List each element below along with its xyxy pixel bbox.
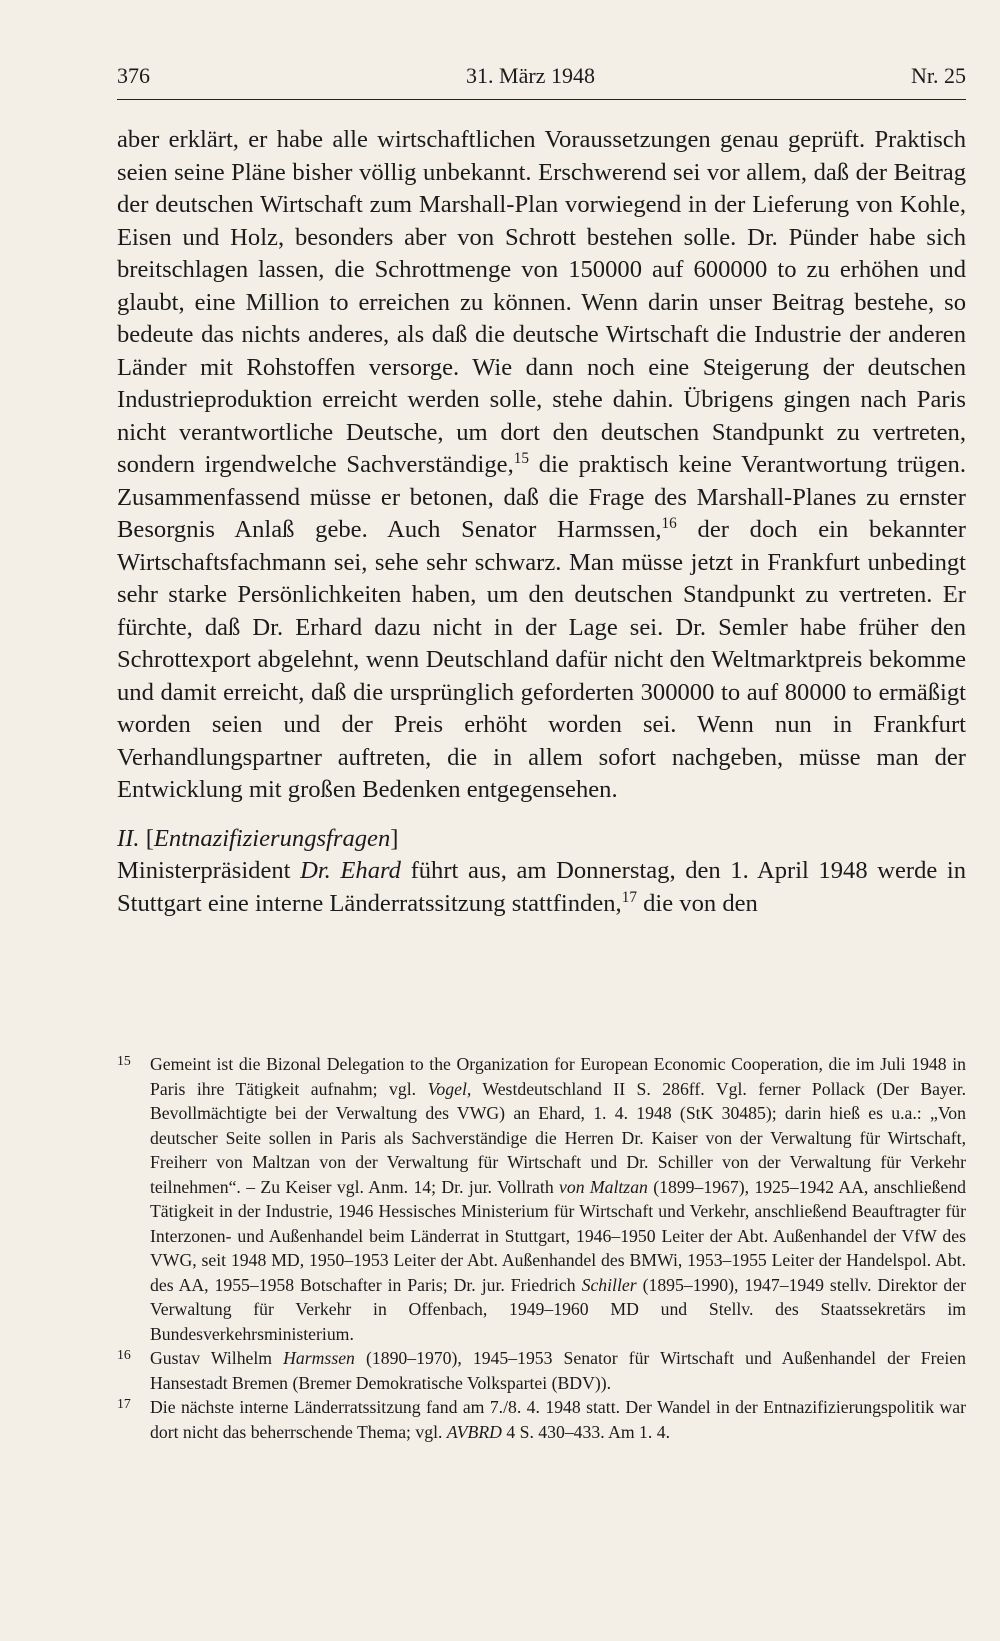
italic-run: AVBRD [446, 1421, 502, 1442]
footnote-ref: 16 [661, 514, 677, 532]
footnote-number: 16 [117, 1347, 131, 1362]
page-number: 376 [117, 63, 150, 88]
footnote-15 [117, 1052, 966, 1346]
footnote-17 [117, 1395, 966, 1444]
text-run: Ministerpräsident [117, 857, 301, 884]
header-issue: Nr. 25 [910, 63, 966, 88]
italic-run: Vogel, [427, 1078, 472, 1099]
text-run: (1899–1967), 1925–1942 AA, anschließend Tätigkeit in der Industrie, 1946 Hessisches Ministerium für Wirtschaft und Verkehr, anschließend Beauftragter für Interzonen- und Außenhandel beim Länderrat in Stuttgart, 1946–1950 Leiter der Abt. Außenhandel der VfW des VWG, seit 1948 MD, 1950–1953 Leiter der Abt. Außenhandel des BMWi, 1953–1955 Leiter der Handelspol. Abt. des AA, 1955–1958 Botschafter in Paris; Dr. jur. Friedrich [150, 1176, 967, 1295]
italic-run: von Maltzan [559, 1176, 648, 1197]
text-run: (1895–1990), 1947–1949 stellv. Direktor der Verwaltung für Verkehr in Offenbach, 1949–1960 MD und Stellv. des Staatssekretärs im Bundesverkehrsministerium. [150, 1274, 966, 1344]
text-run: Westdeutschland II S. 286ff. Vgl. ferner Pollack (Der Bayer. Bevollmächtigte bei der Verwaltung des VWG) an Ehard, 1. 4. 1948 (StK 30485); darin hieß es u.a.: „Von deutscher Seite sollen in Paris als Sachverständige die Herren Dr. Kaiser von der Verwaltung für Wirtschaft, Freiherr von Maltzan von der Verwaltung für Wirtschaft und Dr. Schiller von der Verwaltung für Verkehr teilnehmen“. – Zu Keiser vgl. Anm. 14; Dr. jur. Vollrath [150, 1078, 966, 1197]
footnote-number: 15 [117, 1053, 131, 1068]
text-run: 4 S. 430–433. Am 1. 4. [501, 1421, 670, 1442]
header-date: 31. März 1948 [466, 63, 595, 88]
header-rule [117, 99, 966, 100]
paragraph [117, 124, 966, 807]
footnote-ref: 15 [513, 449, 529, 467]
footnotes [117, 1052, 966, 1444]
text-run: die praktisch keine Verantwortung trügen. Zusammenfassend müsse er betonen, daß die Frage des Marshall-Planes zu ernster Besorgnis Anlaß gebe. Auch Senator Harmssen, [117, 451, 966, 543]
text-run: Die nächste interne Länderratssitzung fand am 7./8. 4. 1948 statt. Der Wandel in der Entnazifizierungspolitik war dort nicht das beherrschende Thema; vgl. [150, 1397, 966, 1442]
main-text [117, 124, 966, 920]
footnote-16 [117, 1346, 966, 1395]
text-run: der doch ein bekannter Wirtschaftsfachmann sei, sehe sehr schwarz. Man müsse jetzt in Frankfurt unbedingt sehr starke Persönlichkeiten haben, um den deutschen Standpunkt zu vertreten. Er fürchte, daß Dr. Erhard dazu nicht in der Lage sei. Dr. Semler habe früher den Schrottexport abgelehnt, wenn Deutschland dafür nicht den Weltmarktpreis bekomme und damit erreicht, daß die ursprünglich geforderten 300000 to auf 80000 to ermäßigt worden seien und der Preis erhöht worden sei. Wenn nun in Frankfurt Verhandlungspartner auftreten, die in allem sofort nachgeben, müsse man der Entwicklung mit großen Bedenken entgegensehen. [117, 516, 966, 803]
footnote-ref: 17 [621, 888, 637, 906]
person-name: Dr. Ehard [300, 857, 401, 884]
section-number: II. [117, 824, 140, 852]
running-header [117, 62, 966, 90]
italic-run: Harmssen [283, 1348, 355, 1368]
section-heading [117, 823, 966, 856]
bracket: [ [145, 824, 154, 852]
text-run: die von den [636, 889, 758, 917]
paragraph [117, 855, 966, 920]
text-run: Gemeint ist die Bizonal Delegation to the Organization for European Economic Cooperation, die im Juli 1948 in Paris ihre Tätigkeit aufnahm; vgl. [150, 1054, 966, 1099]
bracket: ] [390, 824, 399, 852]
italic-run: Schiller [581, 1274, 637, 1295]
text-run: führt aus, am Donnerstag, den 1. April 1948 werde in Stuttgart eine interne Länderratssitzung stattfinden, [117, 857, 966, 917]
text-run: (1890–1970), 1945–1953 Senator für Wirtschaft und Außenhandel der Freien Hansestadt Bremen (Bremer Demokratische Volkspartei (BDV)). [150, 1348, 966, 1393]
text-run: Gustav Wilhelm [150, 1348, 284, 1368]
section-title: Entnazifizierungsfragen [153, 824, 391, 852]
footnote-number: 17 [117, 1396, 131, 1411]
text-run: aber erklärt, er habe alle wirtschaftlichen Voraussetzungen genau geprüft. Praktisch seien seine Pläne bisher völlig unbekannt. Erschwerend sei vor allem, daß der Beitrag der deutschen Wirtschaft zum Marshall-Plan vorwiegend in der Lieferung von Kohle, Eisen und Holz, besonders aber von Schrott bestehen solle. Dr. Pünder habe sich breitschlagen lassen, die Schrottmenge von 150000 auf 600000 to zu erhöhen und glaubt, eine Million to erreichen zu können. Wenn darin unser Beitrag bestehe, so bedeute das nichts anderes, als daß die deutsche Wirtschaft die Industrie der anderen Länder mit Rohstoffen versorge. Wie dann noch eine Steigerung der deutschen Industrieproduktion erreicht werden solle, stehe dahin. Übrigens gingen nach Paris nicht verantwortliche Deutsche, um dort den deutschen Standpunkt zu vertreten, sondern irgendwelche Sachverständige, [117, 126, 966, 478]
